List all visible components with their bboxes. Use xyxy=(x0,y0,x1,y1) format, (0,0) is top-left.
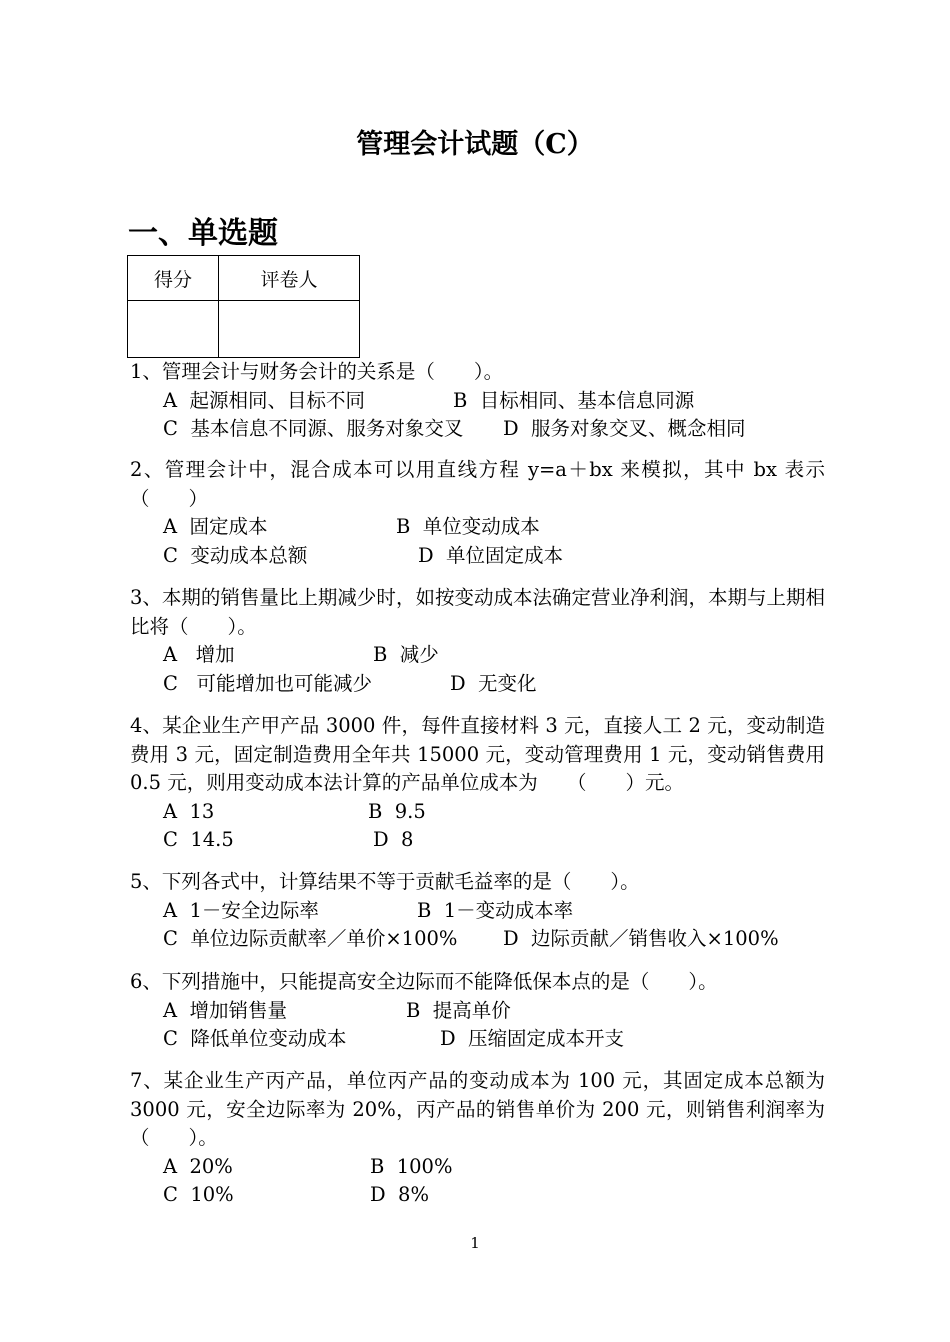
option-c: C 降低单位变动成本 xyxy=(163,1027,347,1050)
question-stem: 3、本期的销售量比上期减少时，如按变动成本法确定营业净利润，本期与上期相比将（ ）。 xyxy=(130,586,825,638)
option-b: B 9.5 xyxy=(368,799,426,823)
option-b: B 提高单价 xyxy=(406,998,511,1022)
option-a: A 固定成本 xyxy=(163,515,268,538)
option-b: B 单位变动成本 xyxy=(396,515,540,538)
section-heading: 一、单选题 xyxy=(128,216,278,251)
option-b: B 100% xyxy=(370,1154,453,1178)
question-7 xyxy=(130,1067,825,1210)
option-c: C 10% xyxy=(163,1183,234,1206)
option-b: B 减少 xyxy=(373,643,439,666)
question-stem: 7、某企业生产丙产品，单位丙产品的变动成本为 100 元，其固定成本总额为 3000 元，安全边际率为 20%，丙产品的销售单价为 200 元，则销售利润率为（ ）。 xyxy=(130,1069,825,1149)
option-d: D 边际贡献／销售收入×100% xyxy=(503,927,779,950)
question-1 xyxy=(130,358,825,444)
option-d: D 无变化 xyxy=(450,671,537,695)
question-stem: 1、管理会计与财务会计的关系是（ ）。 xyxy=(130,360,504,383)
option-c: C 单位边际贡献率／单价×100% xyxy=(163,927,458,950)
option-b: B 目标相同、基本信息同源 xyxy=(453,388,695,412)
grader-header: 评卷人 xyxy=(219,256,360,301)
option-d: D 8 xyxy=(373,828,414,851)
question-2 xyxy=(130,456,825,570)
option-d: D 单位固定成本 xyxy=(418,543,564,567)
question-5 xyxy=(130,868,825,954)
question-4 xyxy=(130,712,825,855)
option-a: A 起源相同、目标不同 xyxy=(163,388,365,412)
option-a: A 13 xyxy=(163,799,215,823)
option-a: A 增加 xyxy=(163,643,235,666)
question-6 xyxy=(130,968,825,1054)
option-c: C 变动成本总额 xyxy=(163,543,308,567)
page-title: 管理会计试题（C） xyxy=(356,129,594,160)
option-b: B 1－变动成本率 xyxy=(417,898,574,922)
option-d: D 8% xyxy=(370,1183,429,1206)
question-stem: 6、下列措施中，只能提高安全边际而不能降低保本点的是（ ）。 xyxy=(130,970,718,993)
option-d: D 服务对象交叉、概念相同 xyxy=(503,417,746,440)
option-c: C 基本信息不同源、服务对象交叉 xyxy=(163,417,464,440)
question-stem: 5、下列各式中，计算结果不等于贡献毛益率的是（ ）。 xyxy=(130,870,640,893)
option-c: C 可能增加也可能减少 xyxy=(163,671,373,695)
question-stem: 4、某企业生产甲产品 3000 件，每件直接材料 3 元，直接人工 2 元，变动制造费用 3 元，固定制造费用全年共 15000 元，变动管理费用 1 元，变动销售费用 0.5 元，则用变动成本法计算的产品单位成本为 （ ）元。 xyxy=(130,714,825,794)
option-d: D 压缩固定成本开支 xyxy=(440,1027,625,1050)
score-header: 得分 xyxy=(128,256,219,301)
option-a: A 1－安全边际率 xyxy=(163,898,319,922)
question-3 xyxy=(130,584,825,698)
page-number: 1 xyxy=(470,1234,480,1252)
score-cell xyxy=(128,301,219,358)
question-stem: 2、管理会计中，混合成本可以用直线方程 y=a＋bx 来模拟，其中 bx 表示（ ） xyxy=(130,458,825,510)
option-a: A 20% xyxy=(163,1154,233,1178)
option-c: C 14.5 xyxy=(163,828,234,851)
grader-cell xyxy=(219,301,360,358)
score-table xyxy=(127,255,360,358)
option-a: A 增加销售量 xyxy=(163,998,287,1022)
